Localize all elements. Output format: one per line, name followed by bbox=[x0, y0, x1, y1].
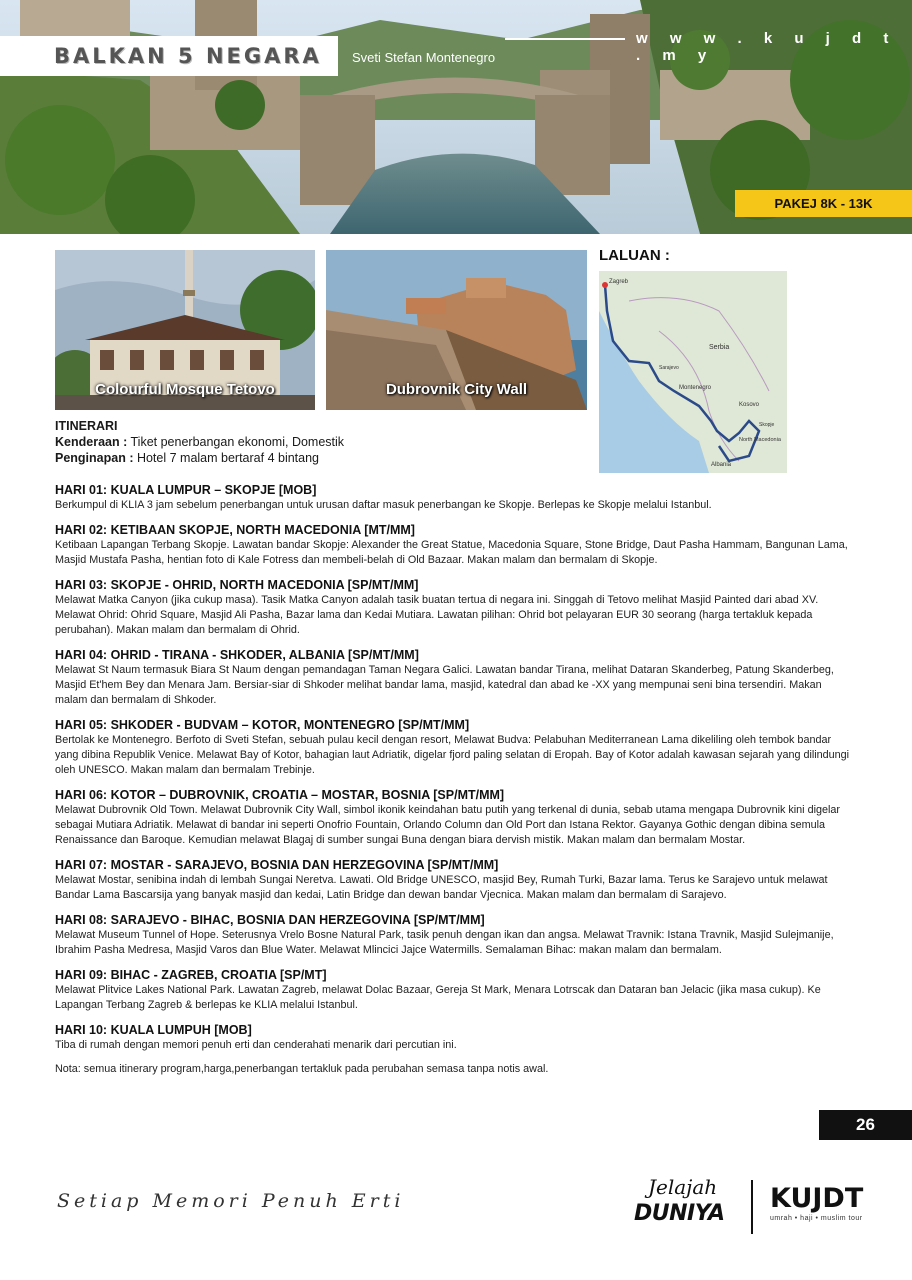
day-title: HARI 03: SKOPJE - OHRID, NORTH MACEDONIA [SP/MT/MM] bbox=[55, 578, 419, 592]
photo-dubrovnik-wall bbox=[326, 250, 587, 410]
day-title: HARI 01: KUALA LUMPUR – SKOPJE [MOB] bbox=[55, 483, 317, 497]
map-label-albania: Albania bbox=[711, 462, 732, 468]
day-description: Melawat Mostar, senibina indah di lembah Sungai Neretva. Lawati. Old Bridge UNESCO, masjid Bey, Rumah Turki, Bazar lama. Terus ke Sarajevo untuk melawat Bandar Lama Bascarsija yang banyak masjid dan kedai, Latin Bridge dan dewan bandar Vjecnica. Makan malam dan bermalam di Sarajevo. bbox=[55, 874, 828, 901]
stay-label: Penginapan : bbox=[55, 451, 134, 465]
stay-line bbox=[55, 450, 344, 466]
day-title: HARI 02: KETIBAAN SKOPJE, NORTH MACEDONIA [MT/MM] bbox=[55, 523, 415, 537]
itinerary-days bbox=[55, 482, 855, 1077]
kujdt-logo bbox=[770, 1183, 863, 1222]
day-item bbox=[55, 912, 855, 958]
itinerary-heading: ITINERARI bbox=[55, 419, 118, 433]
itinerary-info bbox=[55, 418, 344, 466]
day-description: Melawat Dubrovnik Old Town. Melawat Dubrovnik City Wall, simbol ikonik keindahan batu putih yang terkenal di dunia, sebab utama mengapa Dubrovnik kini digelar sebagai Mutiara Adriatik. Melawat di bandar ini seperti Onofrio Fountain, Orlando Column dan Old Port dan Istana Rektor. Gayanya Gothic dengan dibina semula Renaissance dan Baroque. Kemudian melawat Blagaj di sumber sungai Buna dengan biara dervish mistik. Makan malam dan bermalam Mostar. bbox=[55, 804, 840, 846]
day-item bbox=[55, 857, 855, 903]
day-item bbox=[55, 1022, 855, 1053]
disclaimer-note: Nota: semua itinerary program,harga,penerbangan tertakluk pada perubahan semasa tanpa notis awal. bbox=[55, 1063, 549, 1075]
day-title: HARI 10: KUALA LUMPUH [MOB] bbox=[55, 1023, 252, 1037]
transport-label: Kenderaan : bbox=[55, 435, 128, 449]
logo-divider bbox=[751, 1180, 753, 1234]
day-title: HARI 07: MOSTAR - SARAJEVO, BOSNIA DAN HERZEGOVINA [SP/MT/MM] bbox=[55, 858, 499, 872]
day-item bbox=[55, 967, 855, 1013]
photo-caption: Dubrovnik City Wall bbox=[385, 381, 528, 398]
kujdt-tagline: umrah • haji • muslim tour bbox=[770, 1215, 863, 1222]
day-item bbox=[55, 787, 855, 848]
website-url: w w w . k u j d t . m y bbox=[636, 30, 898, 64]
footer-slogan: Setiap Memori Penuh Erti bbox=[57, 1190, 405, 1212]
stay-value: Hotel 7 malam bertaraf 4 bintang bbox=[133, 451, 320, 465]
page-title: BALKAN 5 NEGARA bbox=[54, 44, 322, 68]
map-label-north-macedonia: North Macedonia bbox=[739, 437, 781, 443]
route-map-illustration bbox=[599, 271, 787, 473]
day-title: HARI 09: BIHAC - ZAGREB, CROATIA [SP/MT] bbox=[55, 968, 327, 982]
day-title: HARI 05: SHKODER - BUDVAM – KOTOR, MONTENEGRO [SP/MT/MM] bbox=[55, 718, 470, 732]
day-description: Ketibaan Lapangan Terbang Skopje. Lawatan bandar Skopje: Alexander the Great Statue, Macedonia Square, Stone Bridge, Daut Pasha Hammam, Bangunan Lama, Masjid Mustafa Pasha, hentian foto di Kale Fotress dan membeli-belah di Old Bazaar. Makan malam dan bermalam di Skopje. bbox=[55, 539, 848, 566]
day-item bbox=[55, 522, 855, 568]
website-divider bbox=[505, 38, 625, 40]
transport-value: Tiket penerbangan ekonomi, Domestik bbox=[127, 435, 345, 449]
route-label: LALUAN : bbox=[599, 247, 670, 264]
map-label-serbia: Serbia bbox=[709, 344, 730, 351]
page-title-box bbox=[0, 36, 338, 76]
route-map bbox=[599, 271, 787, 473]
day-description: Melawat Plitvice Lakes National Park. Lawatan Zagreb, melawat Dolac Bazaar, Gereja St Mark, Menara Lotrscak dan Dataran ban Jelacic (jika masa cukup). Ke Lapangan Terbang Zagreb & berlepas ke KLIA melalui Istanbul. bbox=[55, 984, 821, 1011]
day-title: HARI 08: SARAJEVO - BIHAC, BOSNIA DAN HERZEGOVINA [SP/MT/MM] bbox=[55, 913, 485, 927]
price-badge: PAKEJ 8K - 13K bbox=[735, 190, 912, 217]
photo-tetovo-mosque bbox=[55, 250, 315, 410]
day-item bbox=[55, 647, 855, 708]
day-description: Melawat Matka Canyon (jika cukup masa). Tasik Matka Canyon adalah tasik buatan tertua di negara ini. Singgah di Tetovo melihat Masjid Painted dari abad XV. Melawat Ohrid: Ohrid Square, Masjid Ali Pasha, Bazar lama dan Kedai Mutiara. Lawatan pilihan: Ohrid bot pelayaran EUR 30 seorang (harga tertakluk kepada perubahan). Makan malam dan bermalam di Ohrid. bbox=[55, 594, 819, 636]
map-label-kosovo: Kosovo bbox=[739, 402, 760, 408]
map-label-sarajevo: Sarajevo bbox=[659, 365, 679, 371]
day-item bbox=[55, 482, 855, 513]
day-description: Bertolak ke Montenegro. Berfoto di Sveti Stefan, sebuah pulau kecil dengan resort, Melawat Budva: Pelabuhan Mediterranean Lama dikeliling oleh tembok bandar yang dibina Republik Venice. Melawat Bay of Kotor, bahagian laut Adriatik, digelar fjord paling selatan di Eropah. Bay of Kotor adalah kawasan sejarah yang dilindungi oleh UNESCO. Makan malam dan bermalam Trebinje. bbox=[55, 734, 850, 776]
day-description: Tiba di rumah dengan memori penuh erti dan cenderahati menarik dari percutian ini. bbox=[55, 1039, 457, 1051]
day-title: HARI 06: KOTOR – DUBROVNIK, CROATIA – MOSTAR, BOSNIA [SP/MT/MM] bbox=[55, 788, 505, 802]
hero-banner bbox=[0, 0, 912, 234]
day-item bbox=[55, 577, 855, 638]
map-label-montenegro: Montenegro bbox=[679, 385, 712, 391]
day-title: HARI 04: OHRID - TIRANA - SHKODER, ALBANIA [SP/MT/MM] bbox=[55, 648, 419, 662]
hero-caption: Sveti Stefan Montenegro bbox=[352, 50, 496, 65]
jelajah-duniya-logo bbox=[634, 1175, 738, 1231]
transport-line bbox=[55, 434, 344, 450]
map-label-zagreb: Zagreb bbox=[609, 279, 629, 285]
day-description: Berkumpul di KLIA 3 jam sebelum penerbangan untuk urusan daftar masuk penerbangan ke Skopje. Berlepas ke Skopje melalui Istanbul. bbox=[55, 499, 712, 511]
day-item bbox=[55, 717, 855, 778]
logo-script-text: Jelajah bbox=[648, 1175, 718, 1199]
page-number: 26 bbox=[819, 1110, 912, 1140]
kujdt-brand: KUJDT bbox=[770, 1183, 864, 1214]
map-label-skopje: Skopje bbox=[759, 422, 775, 428]
day-description: Melawat St Naum termasuk Biara St Naum dengan pemandagan Taman Negara Galici. Lawatan bandar Tirana, melihat Dataran Skanderbeg, Patung Skanderbeg, Masjid Et'hem Bey dan Menara Jam. Bersiar-siar di Shkoder melihat bandar lama, masjid, katedral dan abad ke -XX yang mempunai seni bina tersendiri. Makan malam dan bermalam di Shkoder. bbox=[55, 664, 834, 706]
day-description: Melawat Museum Tunnel of Hope. Seterusnya Vrelo Bosne Natural Park, tasik penuh dengan ikan dan angsa. Melawat Travnik: Istana Travnik, Masjid Sulejmanije, Ibrahim Pasha Medresa, Masjid Varos dan Blue Water. Melawat Mlincici Jajce Watermills. Semalaman Bihac: makan malam dan bermalam. bbox=[55, 929, 834, 956]
photo-caption: Colourful Mosque Tetovo bbox=[95, 381, 275, 398]
logo-bold-text: DUNIYA bbox=[634, 1201, 725, 1226]
